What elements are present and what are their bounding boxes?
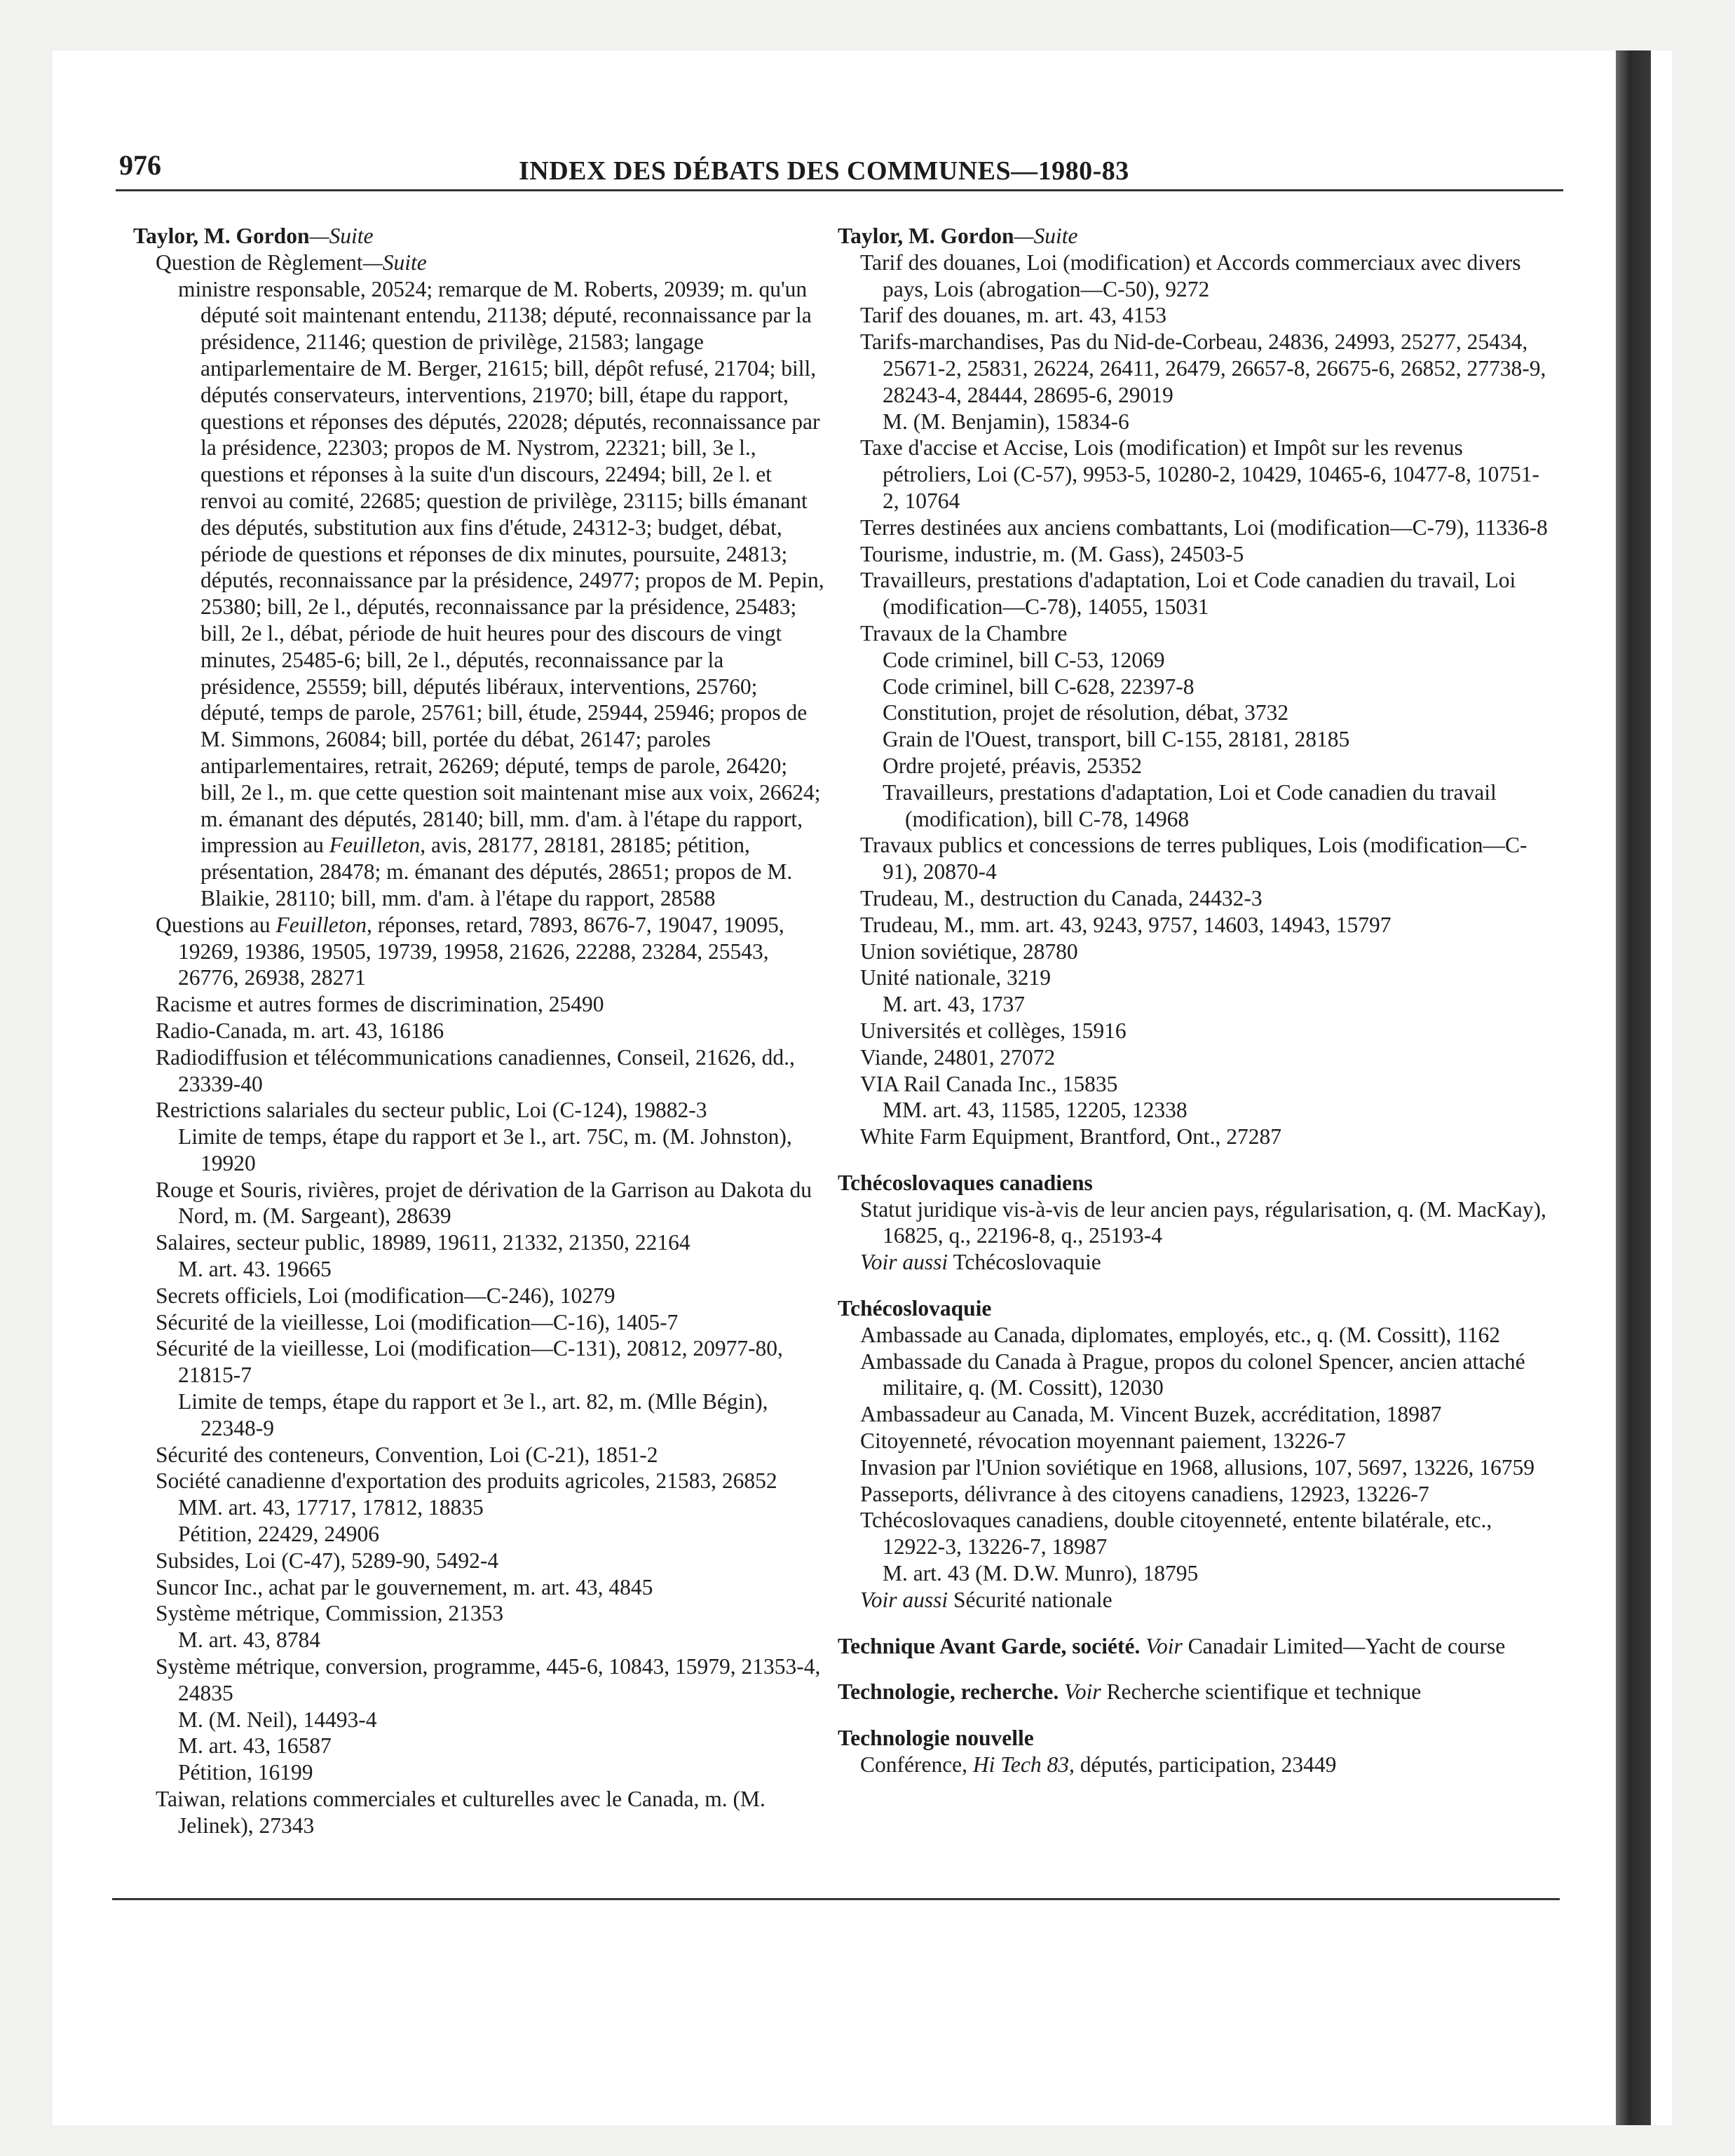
index-entry: Radio-Canada, m. art. 43, 16186 (156, 1018, 444, 1043)
heading-text: Technologie, recherche. (838, 1679, 1059, 1705)
left-column (133, 223, 827, 1839)
page-title: INDEX DES DÉBATS DES COMMUNES—1980-83 (519, 156, 1129, 186)
index-subentry: MM. art. 43, 17717, 17812, 18835 (178, 1495, 484, 1520)
index-subentry: Ordre projeté, préavis, 25352 (883, 753, 1143, 778)
index-heading: Tchécoslovaques canadiens (838, 1170, 1093, 1195)
index-entry: Restrictions salariales du secteur public, Loi (C-124), 19882-3 (156, 1098, 707, 1123)
voir-aussi-label: Voir aussi (860, 1587, 948, 1612)
index-entry (838, 1752, 1553, 1778)
subheading-continued: —Suite (362, 250, 427, 275)
heading-text: Technique Avant Garde, société. (838, 1633, 1141, 1658)
index-entry: Racisme et autres formes de discrimination, 25490 (156, 992, 604, 1017)
index-entry: Tarifs-marchandises, Pas du Nid-de-Corbeau, 24836, 24993, 25277, 25434, 25671-2, 25831, 26224, 26411, 26479, 26657-8, 26675-6, 26852, 27738-9, 28243-4, 28444, 28695-6, 29019 (860, 329, 1546, 407)
index-entry: Ambassadeur au Canada, M. Vincent Buzek, accréditation, 18987 (860, 1402, 1442, 1427)
binding-edge (1616, 50, 1651, 2125)
index-subentry: M. art. 43 (M. D.W. Munro), 18795 (883, 1561, 1199, 1586)
index-entry: Tarif des douanes, m. art. 43, 4153 (860, 303, 1166, 328)
index-entry: Terres destinées aux anciens combattants, Loi (modification—C-79), 11336-8 (860, 514, 1548, 540)
heading-continued: —Suite (1014, 224, 1078, 248)
index-subentry: Code criminel, bill C-628, 22397-8 (883, 674, 1195, 699)
index-entry: Radiodiffusion et télécommunications canadiennes, Conseil, 21626, dd., 23339-40 (156, 1044, 795, 1096)
index-subentry: Grain de l'Ouest, transport, bill C-155, 28181, 28185 (883, 727, 1350, 752)
index-entry (133, 276, 827, 912)
index-heading: Technologie nouvelle (838, 1726, 1034, 1751)
index-subentry: M. (M. Neil), 14493-4 (178, 1707, 377, 1732)
entry-text: ministre responsable, 20524; remarque de M. Roberts, 20939; m. qu'un député soit maintenant entendu, 21138; député, reconnaissance par la présidence, 21146; question de privilège, 21583; langage antiparlementaire de M. Berger, 21615; bill, dépôt refusé, 21704; bill, députés conservateurs, interventions, 21970; bill, étape du rapport, questions et réponses des députés, 22028; députés, reconnaissance par la présidence, 22303; propos de M. Nystrom, 22321; bill, 3e l., questions et réponses à la suite d'un discours, 22494; bill, 2e l. et renvoi au comité, 22685; question de privilège, 23115; bills émanant des députés, substitution aux fins d'étude, 24312-3; budget, débat, période de questions et réponses de dix minutes, poursuite, 24813; députés, reconnaissance par la présidence, 24977; propos de M. Pepin, 25380; bill, 2e l., députés, reconnaissance par la présidence, 25483; bill, 2e l., débat, période de huit heures pour des discours de vingt minutes, 25485-6; bill, 2e l., députés, reconnaissance par la présidence, 25559; bill, députés libéraux, interventions, 25760; député, temps de parole, 25761; bill, étude, 25944, 25946; propos de M. Simmons, 26084; bill, portée du débat, 26147; paroles antiparlementaires, retrait, 26269; député, temps de parole, 26420; bill, 2e l., m. que cette question soit maintenant mise aux voix, 26624; m. émanant des députés, 28140; bill, mm. d'am. à l'étape du rapport, impression au (178, 276, 824, 858)
index-entry: Tarif des douanes, Loi (modification) et Accords commerciaux avec divers pays, Lois (abrogation—C-50), 9272 (860, 250, 1521, 301)
page-number: 976 (119, 149, 161, 181)
index-subentry: M. art. 43, 16587 (178, 1733, 332, 1759)
heading-continued: —Suite (309, 224, 374, 248)
index-entry: Trudeau, M., destruction du Canada, 24432-3 (860, 885, 1263, 910)
entry-italic: Hi Tech 83, (972, 1752, 1075, 1778)
index-entry: Salaires, secteur public, 18989, 19611, 21332, 21350, 22164 (156, 1230, 690, 1255)
index-subentry: M. (M. Benjamin), 15834-6 (883, 409, 1129, 434)
index-entry: Trudeau, M., mm. art. 43, 9243, 9757, 14603, 14943, 15797 (860, 912, 1392, 937)
index-entry: Sécurité de la vieillesse, Loi (modification—C-16), 1405-7 (156, 1309, 679, 1335)
index-entry: Ambassade au Canada, diplomates, employés, etc., q. (M. Cossitt), 1162 (860, 1322, 1501, 1347)
cross-reference-target: Canadair Limited—Yacht de course (1188, 1633, 1506, 1658)
cross-reference-target: Tchécoslovaquie (953, 1250, 1101, 1275)
index-entry: Système métrique, conversion, programme, 445-6, 10843, 15979, 21353-4, 24835 (156, 1654, 821, 1705)
index-subentry: Limite de temps, étape du rapport et 3e l., art. 82, m. (Mlle Bégin), 22348-9 (178, 1389, 768, 1440)
entry-italic: Feuilleton (329, 833, 421, 858)
index-heading (133, 223, 827, 250)
index-entry: Citoyenneté, révocation moyennant paiement, 13226-7 (860, 1428, 1346, 1454)
index-entry: Rouge et Souris, rivières, projet de dérivation de la Garrison au Dakota du Nord, m. (M. Sargeant), 28639 (156, 1177, 812, 1229)
index-entry: Subsides, Loi (C-47), 5289-90, 5492-4 (156, 1548, 499, 1573)
index-subheading (133, 250, 827, 276)
voir-label: Voir (1064, 1679, 1101, 1705)
index-entry: Travailleurs, prestations d'adaptation, Loi et Code canadien du travail, Loi (modification—C-78), 14055, 15031 (860, 568, 1516, 620)
footer-rule (112, 1898, 1560, 1900)
index-entry: White Farm Equipment, Brantford, Ont., 27287 (860, 1124, 1282, 1149)
header-rule (116, 189, 1563, 191)
index-subentry: Constitution, projet de résolution, débat, 3732 (883, 700, 1289, 725)
entry-text-tail: , réponses, retard, 7893, 8676-7, 19047, 19095, 19269, 19386, 19505, 19739, 19958, 21626, 22288, 23284, 25543, 26776, 26938, 28271 (178, 912, 784, 990)
index-entry: Travaux de la Chambre (860, 620, 1068, 646)
index-entry: Tourisme, industrie, m. (M. Gass), 24503-5 (860, 541, 1244, 566)
index-subentry: M. art. 43. 19665 (178, 1257, 332, 1282)
index-entry: Taiwan, relations commerciales et culturelles avec le Canada, m. (M. Jelinek), 27343 (156, 1787, 766, 1838)
index-entry: Ambassade du Canada à Prague, propos du colonel Spencer, ancien attaché militaire, q. (M. Cossitt), 12030 (860, 1349, 1525, 1400)
heading-text: Taylor, M. Gordon (838, 224, 1014, 248)
index-subentry: Code criminel, bill C-53, 12069 (883, 647, 1165, 672)
cross-reference-target: Sécurité nationale (953, 1587, 1113, 1612)
subheading-text: Question de Règlement (156, 250, 363, 275)
index-heading: Tchécoslovaquie (838, 1296, 992, 1321)
index-entry: Passeports, délivrance à des citoyens canadiens, 12923, 13226-7 (860, 1481, 1429, 1506)
index-cross-reference (838, 1249, 1553, 1276)
index-entry: Travaux publics et concessions de terres publiques, Lois (modification—C-91), 20870-4 (860, 833, 1528, 885)
index-subentry: MM. art. 43, 11585, 12205, 12338 (883, 1098, 1188, 1123)
cross-reference-target: Recherche scientifique et technique (1106, 1679, 1422, 1705)
entry-text: Questions au (156, 912, 271, 937)
index-subentry: Limite de temps, étape du rapport et 3e l., art. 75C, m. (M. Johnston), 19920 (178, 1124, 792, 1175)
index-entry: Système métrique, Commission, 21353 (156, 1601, 504, 1626)
index-heading-with-reference (838, 1679, 1553, 1705)
index-entry (133, 912, 827, 991)
entry-text-tail: , avis, 28177, 28181, 28185; pétition, présentation, 28478; m. émanant des députés, 28651; propos de M. Blaikie, 28110; bill, mm. d'am. à l'étape du rapport, 28588 (200, 833, 793, 910)
heading-text: Taylor, M. Gordon (133, 224, 310, 248)
right-column (838, 223, 1553, 1778)
index-entry: Invasion par l'Union soviétique en 1968, allusions, 107, 5697, 13226, 16759 (860, 1454, 1535, 1480)
index-subentry: Travailleurs, prestations d'adaptation, Loi et Code canadien du travail (modification), bill C-78, 14968 (883, 779, 1497, 831)
index-entry: Sécurité des conteneurs, Convention, Loi (C-21), 1851-2 (156, 1442, 658, 1467)
index-heading (838, 223, 1553, 250)
index-entry: Suncor Inc., achat par le gouvernement, m. art. 43, 4845 (156, 1574, 653, 1599)
index-subentry: M. art. 43, 1737 (883, 992, 1025, 1017)
index-entry: VIA Rail Canada Inc., 15835 (860, 1071, 1118, 1096)
index-entry: Taxe d'accise et Accise, Lois (modification) et Impôt sur les revenus pétroliers, Loi (C-57), 9953-5, 10280-2, 10429, 10465-6, 10477-8, 10751-2, 10764 (860, 435, 1540, 513)
index-entry: Universités et collèges, 15916 (860, 1018, 1127, 1043)
index-entry: Unité nationale, 3219 (860, 965, 1052, 990)
entry-text-tail: députés, participation, 23449 (1080, 1752, 1337, 1778)
index-cross-reference (838, 1587, 1553, 1613)
index-entry: Sécurité de la vieillesse, Loi (modification—C-131), 20812, 20977-80, 21815-7 (156, 1336, 783, 1388)
entry-text: Conférence, (860, 1752, 968, 1778)
entry-italic: Feuilleton (275, 912, 367, 937)
index-heading-with-reference (838, 1633, 1553, 1660)
voir-aussi-label: Voir aussi (860, 1250, 948, 1275)
index-subentry: Pétition, 22429, 24906 (178, 1522, 380, 1547)
index-entry: Tchécoslovaques canadiens, double citoyenneté, entente bilatérale, etc., 12922-3, 13226-7, 18987 (860, 1508, 1492, 1560)
index-subentry: Pétition, 16199 (178, 1760, 313, 1785)
index-subentry: M. art. 43, 8784 (178, 1628, 320, 1653)
index-entry: Statut juridique vis-à-vis de leur ancien pays, régularisation, q. (M. MacKay), 16825, q., 22196-8, q., 25193-4 (860, 1196, 1546, 1248)
index-entry: Société canadienne d'exportation des produits agricoles, 21583, 26852 (156, 1468, 777, 1494)
index-entry: Union soviétique, 28780 (860, 939, 1078, 964)
index-entry: Viande, 24801, 27072 (860, 1044, 1056, 1070)
index-entry: Secrets officiels, Loi (modification—C-246), 10279 (156, 1283, 615, 1308)
voir-label: Voir (1145, 1633, 1183, 1658)
